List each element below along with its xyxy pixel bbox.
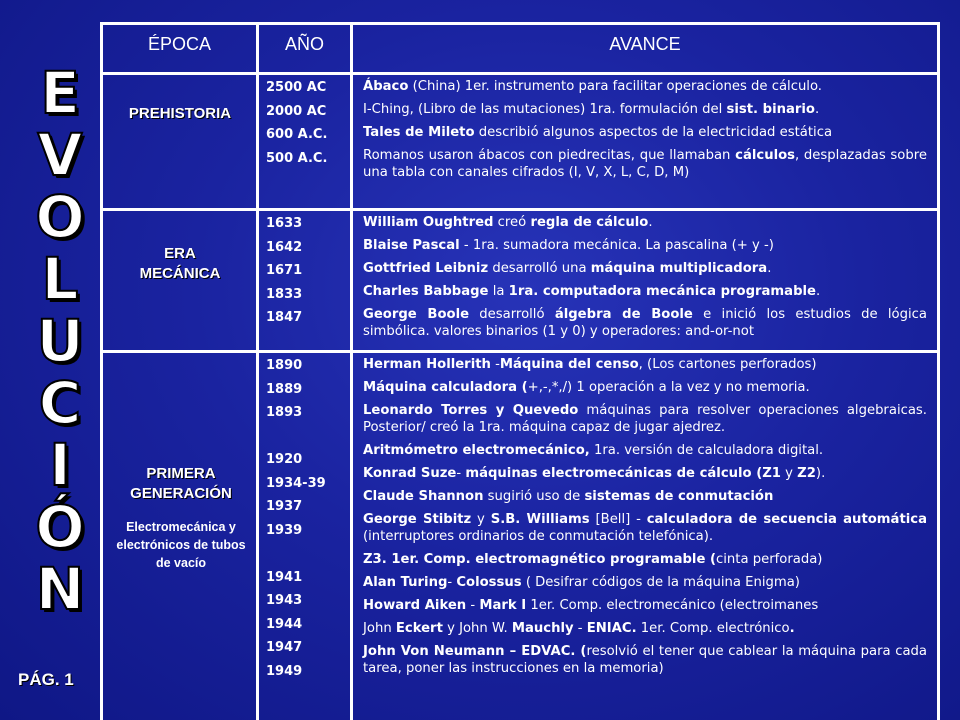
advance-text: máquinas para resolver operaciones algebraicas. Posterior/ creó la 1ra. máquina capaz de jugar ajedrez.	[363, 403, 927, 435]
advance-text: Mauchly	[511, 621, 574, 636]
advance-text: Z3. 1er. Comp. electromagnético programable (	[363, 552, 717, 567]
advance-text: Leonardo Torres y Quevedo	[363, 403, 579, 418]
header-divider	[100, 72, 940, 75]
advance-text: .	[814, 102, 820, 117]
advance-item	[363, 283, 927, 300]
year-value: 1889	[266, 381, 303, 397]
advance-text: ENIAC.	[586, 621, 637, 636]
advance-text: - 1ra. sumadora mecánica. La pascalina (+ y -)	[459, 238, 774, 253]
advance-text: Charles Babbage	[363, 284, 489, 299]
title-letter: O	[35, 183, 85, 251]
advance-item	[363, 356, 927, 373]
advance-text: álgebra de Boole	[554, 307, 693, 322]
advance-text: .	[789, 621, 795, 636]
advance-text: 1er. Comp. electromecánico (electroimanes	[526, 598, 819, 613]
advance-text: .	[767, 261, 772, 276]
advance-item	[363, 260, 927, 277]
advance-text: calculadora de secuencia automática	[646, 512, 927, 527]
row-divider-2	[100, 350, 940, 353]
year-value: 1893	[266, 405, 303, 420]
year-value: 1847	[266, 310, 303, 325]
advance-text: Tales de Mileto	[363, 125, 475, 140]
advances-prehistoria	[363, 78, 927, 187]
title-letter: V	[37, 121, 83, 189]
evolucion-vertical-title	[14, 59, 106, 623]
advance-text: Howard Aiken	[363, 598, 467, 613]
advance-text: George Boole	[363, 307, 470, 322]
year-value: 1833	[266, 286, 303, 302]
year-value: 1947	[266, 640, 303, 655]
advance-text: Gottfried Leibniz	[363, 261, 489, 276]
advance-text: máquinas electromecánicas de cálculo (Z1	[465, 466, 781, 481]
advance-text: ( Desifrar códigos de la máquina Enigma)	[521, 575, 800, 590]
years-mecanica	[266, 216, 350, 334]
title-letter: C	[38, 369, 82, 437]
advance-item	[363, 442, 927, 459]
advance-text: I-Ching, (Libro de las mutaciones) 1ra. formulación del	[363, 102, 727, 117]
table-border-left	[100, 22, 103, 720]
header-anio: AÑO	[284, 33, 324, 54]
advance-text: describió algunos aspectos de la electricidad estática	[474, 125, 833, 140]
era-subtitle-primera-generacion: Electromecánica y electrónicos de tubos de vacío	[116, 520, 246, 570]
title-letter: Ó	[35, 493, 85, 561]
year-value: 1633	[266, 216, 303, 231]
year-value: 1671	[266, 263, 303, 278]
advance-text: -	[466, 598, 480, 613]
year-value: 2000 AC	[266, 103, 327, 119]
era-name-prehistoria: PREHISTORIA	[128, 105, 232, 122]
advance-text: e inició los estudios de lógica simbólica. valores binarios (1 y 0) y operadores: and-or-not	[363, 307, 927, 339]
advance-text: John Von Neumann – EDVAC. (	[363, 644, 587, 659]
advance-text: Colossus	[456, 575, 522, 590]
advance-item	[363, 379, 927, 396]
column-divider-1	[256, 22, 259, 720]
advance-text: George Stibitz	[363, 512, 472, 527]
advance-text: y	[471, 512, 491, 527]
advance-item	[363, 597, 927, 614]
advance-text: Máquina del censo	[499, 357, 639, 372]
title-letter: I	[49, 431, 71, 499]
advance-text: -	[456, 466, 466, 481]
years-primera-generacion	[266, 358, 350, 687]
year-value: 1939	[266, 522, 303, 538]
advance-item	[363, 147, 927, 181]
year-value: 2500 AC	[266, 80, 327, 95]
advance-text: .	[815, 284, 821, 299]
advance-text: ).	[815, 466, 826, 481]
advance-text: , desplazadas sobre una tabla con canales cifrados (I, V, X, L, C, D, M)	[363, 148, 927, 180]
advance-text: máquina multiplicadora	[590, 261, 768, 276]
years-prehistoria	[266, 80, 350, 174]
year-value: 500 A.C.	[266, 150, 328, 166]
advance-item	[363, 237, 927, 254]
year-value	[266, 429, 350, 453]
advance-item	[363, 124, 927, 141]
year-value: 1642	[266, 239, 303, 255]
advance-text: Aritmómetro electromecánico,	[363, 443, 590, 458]
advance-text: Claude Shannon	[363, 489, 484, 504]
advance-item	[363, 551, 927, 568]
year-value: 1944	[266, 616, 303, 632]
year-value: 1943	[266, 593, 303, 608]
advance-item	[363, 101, 927, 118]
advance-item	[363, 465, 927, 482]
advance-text: Romanos usaron ábacos con piedrecitas, que llamaban	[363, 148, 736, 163]
advance-item	[363, 488, 927, 505]
year-value: 600 A.C.	[266, 127, 328, 142]
advance-text: (China) 1er. instrumento para facilitar operaciones de cálculo.	[408, 79, 822, 94]
title-letter: E	[40, 59, 80, 127]
row-divider-1	[100, 208, 940, 211]
advance-text: desarrolló una	[488, 261, 591, 276]
advance-item	[363, 643, 927, 677]
advance-text: regla de cálculo	[530, 215, 649, 230]
column-divider-2	[350, 22, 353, 720]
year-value: 1937	[266, 499, 303, 514]
year-value: 1934-39	[266, 475, 326, 491]
advance-text: resolvió el tener que cablear la máquina para cada tarea, poner las instrucciones en la memoria)	[363, 644, 927, 676]
advance-text: y	[780, 466, 798, 481]
era-name-mecanica: ERA MECÁNICA	[139, 245, 221, 282]
advance-item	[363, 78, 927, 95]
advance-text: la	[488, 284, 509, 299]
title-letter: U	[36, 307, 84, 375]
year-value: 1949	[266, 663, 303, 679]
advance-text: William Oughtred	[363, 215, 494, 230]
title-letter: N	[35, 555, 85, 623]
advance-text: Ábaco	[363, 79, 409, 94]
advance-text: S.B. Williams	[490, 512, 590, 527]
advance-text: Eckert	[395, 621, 443, 636]
advance-item	[363, 402, 927, 436]
advance-text: Alan Turing	[363, 575, 448, 590]
year-value: 1920	[266, 452, 303, 467]
advance-text: Máquina calculadora (	[363, 380, 528, 395]
advance-text: 1er. Comp. electrónico	[636, 621, 790, 636]
year-value: 1890	[266, 358, 303, 373]
advance-text: cálculos	[735, 148, 796, 163]
advance-text: (interruptores ordinarios de conmutación telefónica).	[363, 529, 714, 544]
advance-text: Konrad Suze	[363, 466, 457, 481]
advance-text: y John W.	[442, 621, 512, 636]
year-value: 1941	[266, 569, 303, 585]
advance-text: 1ra. computadora mecánica programable	[508, 284, 816, 299]
advance-item	[363, 620, 927, 637]
advance-text: +,-,*,/) 1 operación a la vez y no memoria.	[527, 380, 810, 395]
advance-text: sugirió uso de	[483, 489, 585, 504]
year-value	[266, 546, 350, 570]
advances-mecanica	[363, 214, 927, 346]
advance-text: Z2	[797, 466, 816, 481]
advance-item	[363, 574, 927, 591]
page-label: PÁG. 1	[18, 670, 74, 689]
table-border-right	[937, 22, 940, 720]
advance-item	[363, 306, 927, 340]
advance-text: desarrolló	[469, 307, 555, 322]
advance-item	[363, 511, 927, 545]
advance-text: creó	[493, 215, 531, 230]
advances-primera-generacion	[363, 356, 927, 683]
advance-text: Herman Hollerith	[363, 357, 491, 372]
advance-item	[363, 214, 927, 231]
advance-text: -	[573, 621, 587, 636]
advance-text: [Bell] -	[589, 512, 647, 527]
advance-text: John	[363, 621, 396, 636]
header-epoca: ÉPOCA	[147, 33, 212, 54]
title-letter: L	[41, 245, 79, 313]
era-name-primera-generacion: PRIMERA GENERACIÓN	[130, 465, 232, 502]
advance-text: -	[447, 575, 457, 590]
advance-text: -	[490, 357, 500, 372]
advance-text: cinta perforada)	[716, 552, 823, 567]
advance-text: Mark I	[479, 598, 527, 613]
advance-text: Blaise Pascal	[363, 238, 460, 253]
advance-text: , (Los cartones perforados)	[638, 357, 817, 372]
header-avance: AVANCE	[609, 33, 681, 54]
advance-text: sist. binario	[726, 102, 815, 117]
advance-text: 1ra. versión de calculadora digital.	[589, 443, 824, 458]
advance-text: .	[648, 215, 653, 230]
advance-text: sistemas de conmutación	[584, 489, 774, 504]
